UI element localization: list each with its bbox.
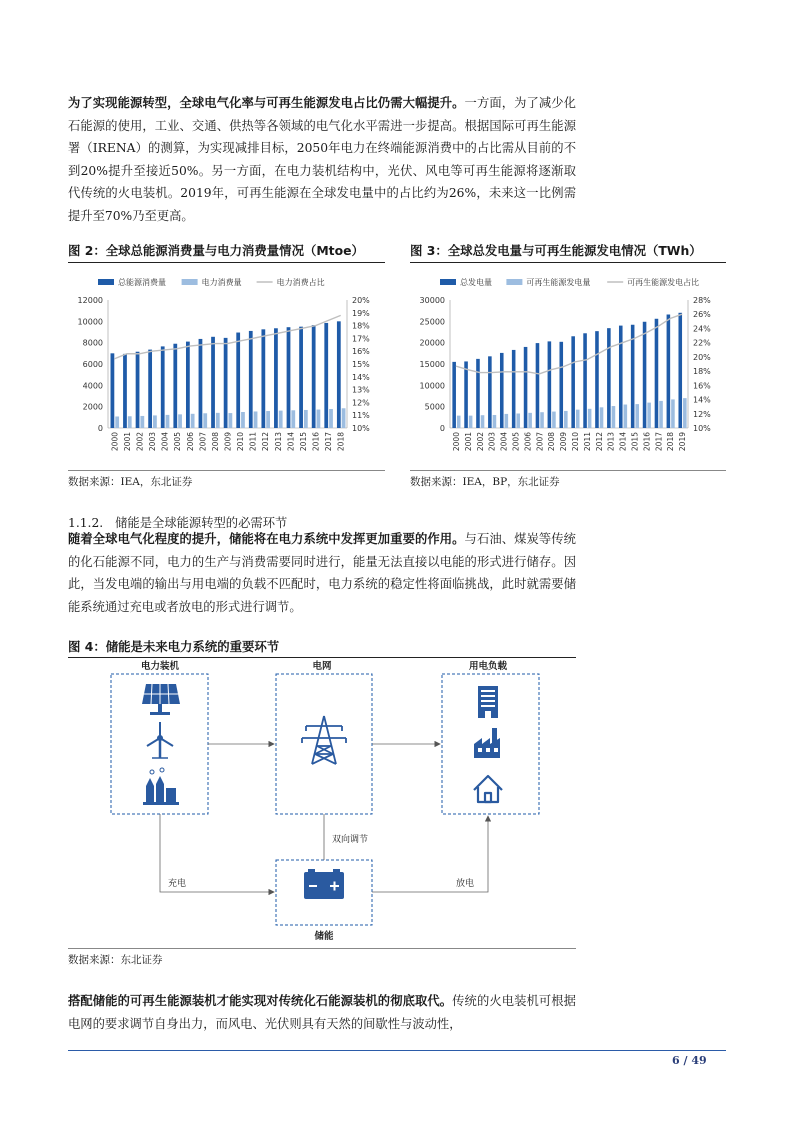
bar-secondary (552, 412, 556, 428)
bar-primary (559, 342, 563, 428)
bar-secondary (600, 407, 604, 428)
bar-primary (312, 325, 316, 428)
bar-secondary (540, 412, 544, 428)
y2-tick-label: 16% (693, 381, 711, 391)
y-tick-label: 5000 (424, 402, 445, 412)
x-tick-label: 2000 (451, 432, 461, 452)
bar-primary (123, 354, 127, 428)
legend-swatch-1 (182, 279, 198, 285)
y2-tick-label: 12% (693, 409, 711, 419)
x-tick-label: 2014 (286, 432, 296, 452)
y2-tick-label: 26% (693, 310, 711, 320)
y2-tick-label: 17% (352, 334, 370, 344)
y-tick-label: 10000 (419, 381, 445, 391)
x-tick-label: 2006 (523, 432, 533, 452)
x-tick-label: 2017 (654, 432, 664, 452)
load-box-label: 用电负载 (468, 661, 508, 672)
y2-tick-label: 13% (352, 385, 370, 395)
y2-tick-label: 12% (352, 398, 370, 408)
bar-primary (161, 346, 165, 428)
bar-primary (337, 321, 341, 428)
x-tick-label: 2010 (570, 432, 580, 452)
fig2-bottom-rule (68, 470, 385, 471)
y2-tick-label: 18% (352, 321, 370, 331)
y2-tick-label: 24% (693, 324, 711, 334)
y-tick-label: 0 (439, 424, 445, 433)
bar-secondary (128, 416, 132, 428)
x-tick-label: 2015 (298, 432, 308, 452)
bar-secondary (564, 411, 568, 428)
bar-secondary (576, 410, 580, 428)
bar-secondary (647, 403, 651, 428)
x-tick-label: 2011 (248, 432, 258, 452)
fig2-title: 图 2：全球总能源消费量与电力消费量情况（Mtoe） (68, 243, 364, 258)
legend-label-0: 总能源消费量 (118, 278, 166, 287)
bar-secondary (457, 416, 461, 428)
section-title: 储能是全球能源转型的必需环节 (115, 516, 288, 530)
bar-secondary (191, 414, 195, 428)
x-tick-label: 2001 (463, 432, 473, 452)
fig4-diagram (68, 658, 576, 948)
legend-label-2: 可再生能源发电占比 (627, 278, 700, 287)
bar-secondary (266, 411, 270, 428)
x-tick-label: 2014 (618, 432, 628, 452)
x-tick-label: 2008 (210, 432, 220, 452)
bar-primary (236, 333, 240, 428)
bar-secondary (469, 416, 473, 428)
fig3-bottom-rule (410, 470, 726, 471)
bar-secondary (635, 404, 639, 428)
transmission-tower-icon (302, 716, 346, 764)
bar-secondary (153, 415, 157, 428)
footer-rule (68, 1050, 726, 1051)
bar-secondary (216, 413, 220, 428)
x-tick-label: 2004 (160, 432, 170, 452)
y-tick-label: 20000 (419, 338, 445, 348)
fig3-chart (410, 266, 726, 474)
bar-secondary (254, 411, 258, 428)
legend-swatch-0 (440, 279, 456, 285)
bar-primary (186, 342, 190, 428)
x-tick-label: 2009 (223, 432, 233, 452)
bar-secondary (115, 416, 119, 428)
x-tick-label: 2016 (311, 432, 321, 452)
bar-primary (631, 325, 635, 428)
bar-primary (476, 359, 480, 428)
solar-panel-icon (142, 684, 180, 715)
y-tick-label: 10000 (77, 317, 103, 327)
storage-paragraph-lead: 随着全球电气化程度的提升，储能将在电力系统中发挥更加重要的作用。 (68, 532, 465, 546)
x-tick-label: 2006 (185, 432, 195, 452)
bar-secondary (683, 398, 687, 428)
x-tick-label: 2003 (487, 432, 497, 452)
x-tick-label: 2010 (236, 432, 246, 452)
bar-primary (249, 331, 253, 428)
bar-primary (136, 352, 140, 428)
bidirectional-label: 双向调节 (332, 835, 369, 845)
fig4-source: 数据来源：东北证券 (68, 954, 163, 966)
x-tick-label: 2012 (261, 432, 271, 452)
fig2-chart (68, 266, 385, 474)
bar-primary (173, 344, 177, 428)
legend-swatch-1 (506, 279, 522, 285)
bar-primary (199, 339, 203, 428)
replacement-paragraph-body: 传统的火电装机可根据电网的要求调节自身出力，而风电、光伏则具有天然的间歇性与波动性， (68, 994, 576, 1031)
bar-secondary (659, 401, 663, 428)
y2-tick-label: 15% (352, 360, 370, 369)
x-tick-label: 2017 (324, 432, 334, 452)
discharge-label: 放电 (456, 879, 475, 889)
bar-primary (583, 333, 587, 428)
y2-tick-label: 20% (352, 296, 370, 305)
x-tick-label: 2013 (273, 432, 283, 452)
y2-tick-label: 10% (693, 424, 711, 433)
charge-label: 充电 (168, 879, 187, 889)
y-tick-label: 2000 (82, 402, 103, 412)
x-tick-label: 2001 (122, 432, 132, 452)
y-tick-label: 12000 (77, 296, 103, 305)
bar-primary (287, 327, 291, 428)
y2-tick-label: 18% (693, 367, 711, 377)
wind-turbine-icon (147, 722, 173, 758)
fig3-source: 数据来源：IEA，BP，东北证券 (410, 476, 560, 488)
bar-primary (274, 328, 278, 428)
x-tick-label: 2002 (475, 432, 485, 452)
x-tick-label: 2015 (630, 432, 640, 452)
bar-secondary (671, 399, 675, 428)
fig3-title: 图 3：全球总发电量与可再生能源发电情况（TWh） (410, 243, 702, 258)
y2-tick-label: 16% (352, 347, 370, 357)
storage-paragraph-body: 与石油、煤炭等传统的化石能源不同，电力的生产与消费需要同时进行，能量无法直接以电能的形式进行储存。因此，当发电端的输出与用电端的负载不匹配时，电力系统的稳定性将面临挑战，此时就需要储能系统通过充电或者放电的形式进行调节。 (68, 532, 576, 614)
battery-icon (304, 869, 344, 899)
bar-primary (148, 350, 152, 428)
storage-paragraph (68, 528, 576, 618)
x-tick-label: 2004 (499, 432, 509, 452)
legend-label-1: 可再生能源发电量 (526, 278, 591, 287)
fig4-bottom-rule (68, 948, 576, 949)
bar-secondary (166, 415, 170, 428)
x-tick-label: 2019 (678, 432, 688, 452)
x-tick-label: 2008 (547, 432, 557, 452)
x-tick-label: 2013 (606, 432, 616, 452)
bar-secondary (229, 413, 233, 428)
bar-primary (500, 353, 504, 428)
bar-secondary (203, 413, 207, 428)
x-tick-label: 2018 (336, 432, 346, 452)
grid-box-label: 电网 (312, 661, 332, 672)
fig4-title: 图 4：储能是未来电力系统的重要环节 (68, 639, 280, 654)
bar-primary (464, 361, 468, 428)
fig3-top-rule (410, 262, 726, 263)
x-tick-label: 2012 (594, 432, 604, 452)
bar-secondary (516, 413, 520, 428)
y2-tick-label: 14% (693, 395, 711, 405)
intro-paragraph-body: 一方面，为了减少化石能源的使用，工业、交通、供热等各领域的电气化水平需进一步提高。根据国际可再生能源署（IRENA）的测算，为实现减排目标，2050年电力在终端能源消费中的占比需从目前的不到20%提升至接近50%。另一方面，在电力装机结构中，光伏、风电等可再生能源将逐渐取代传统的火电装机。2019年，可再生能源在全球发电量中的占比约为26%，未来这一比例需提升至70%乃至更高。 (68, 96, 576, 223)
x-tick-label: 2016 (642, 432, 652, 452)
bar-primary (452, 362, 456, 428)
bar-secondary (528, 413, 532, 428)
x-tick-label: 2007 (535, 432, 545, 452)
y2-tick-label: 19% (352, 308, 370, 318)
x-tick-label: 2007 (198, 432, 208, 452)
bar-secondary (291, 410, 295, 428)
factory-icon (474, 728, 500, 758)
bar-secondary (588, 409, 592, 428)
house-icon (474, 776, 502, 802)
bar-primary (111, 353, 115, 428)
bar-primary (299, 327, 303, 428)
section-number: 1.1.2. (68, 516, 104, 530)
legend-swatch-0 (98, 279, 114, 285)
y-tick-label: 15000 (419, 360, 445, 369)
grid-box (276, 674, 372, 814)
bar-secondary (241, 412, 245, 428)
y-tick-label: 4000 (82, 381, 103, 391)
x-tick-label: 2011 (582, 432, 592, 452)
x-tick-label: 2005 (511, 432, 521, 452)
bar-primary (211, 337, 215, 428)
gen-box-label: 电力装机 (140, 661, 180, 672)
legend-label-2: 电力消费占比 (276, 278, 325, 287)
intro-paragraph (68, 92, 576, 228)
bar-primary (607, 328, 611, 428)
bar-primary (678, 313, 682, 428)
bar-secondary (140, 416, 144, 428)
intro-paragraph-lead: 为了实现能源转型，全球电气化率与可再生能源发电占比仍需大幅提升。 (68, 96, 465, 110)
bar-primary (261, 329, 265, 428)
y2-tick-label: 20% (693, 352, 711, 362)
bar-primary (524, 347, 528, 428)
legend-label-0: 总发电量 (460, 278, 492, 287)
y-tick-label: 0 (97, 424, 103, 433)
y-tick-label: 8000 (82, 338, 103, 348)
bar-primary (324, 323, 328, 428)
y2-tick-label: 10% (352, 424, 370, 433)
x-tick-label: 2002 (135, 432, 145, 452)
bar-primary (571, 336, 575, 428)
bar-primary (643, 322, 647, 428)
bar-secondary (624, 405, 628, 428)
replacement-paragraph (68, 990, 576, 1035)
bar-secondary (178, 414, 182, 428)
bar-primary (667, 315, 671, 428)
replacement-paragraph-lead: 搭配储能的可再生能源装机才能实现对传统化石能源装机的彻底取代。 (68, 994, 453, 1008)
x-tick-label: 2005 (173, 432, 183, 452)
bar-secondary (329, 409, 333, 428)
storage-box-label: 储能 (314, 931, 334, 942)
x-tick-label: 2009 (559, 432, 569, 452)
bar-primary (488, 356, 492, 428)
bar-primary (655, 319, 659, 428)
y-tick-label: 25000 (419, 317, 445, 327)
bar-primary (619, 326, 623, 428)
fig2-source: 数据来源：IEA，东北证券 (68, 476, 193, 488)
y2-tick-label: 28% (693, 296, 711, 305)
x-tick-label: 2000 (110, 432, 120, 452)
bar-secondary (612, 406, 616, 428)
legend-label-1: 电力消费量 (201, 278, 242, 287)
bar-secondary (317, 410, 321, 428)
x-tick-label: 2003 (148, 432, 158, 452)
bar-primary (536, 343, 540, 428)
y-tick-label: 30000 (419, 296, 445, 305)
fig2-top-rule (68, 262, 385, 263)
bar-secondary (304, 410, 308, 428)
bar-primary (512, 350, 516, 428)
bar-secondary (493, 415, 497, 428)
bar-secondary (342, 408, 346, 428)
page-number: 6 / 49 (672, 1054, 707, 1067)
bar-secondary (481, 415, 485, 428)
bar-primary (595, 331, 599, 428)
factory-plant-icon (143, 768, 179, 805)
y2-tick-label: 22% (693, 338, 711, 348)
bar-secondary (279, 411, 283, 428)
bar-primary (224, 338, 228, 428)
y2-tick-label: 11% (352, 411, 370, 421)
office-building-icon (478, 686, 498, 718)
y2-tick-label: 14% (352, 372, 370, 382)
bar-secondary (505, 414, 509, 428)
x-tick-label: 2018 (666, 432, 676, 452)
y-tick-label: 6000 (82, 360, 103, 369)
bar-primary (548, 341, 552, 428)
